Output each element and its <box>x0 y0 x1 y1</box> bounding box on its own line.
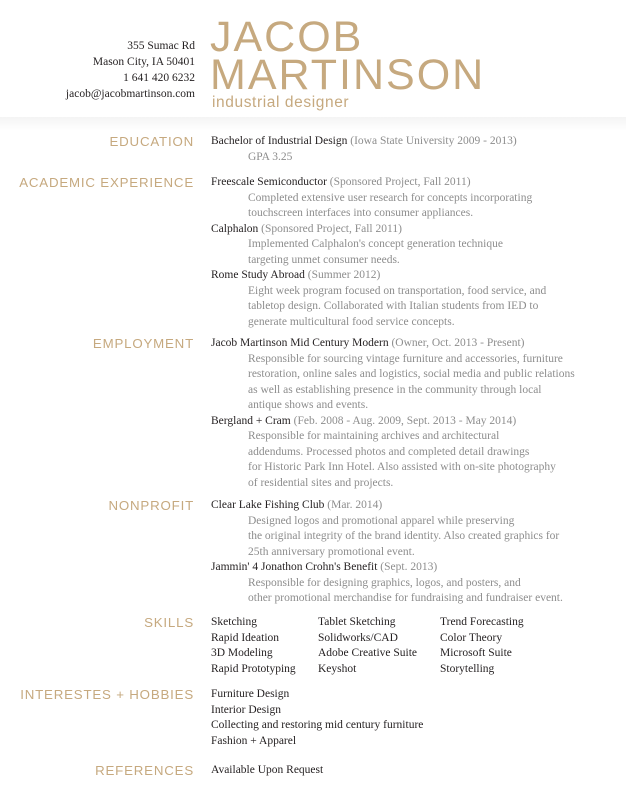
section-body <box>211 498 621 607</box>
entry-org: Jacob Martinson Mid Century Modern <box>211 337 389 349</box>
entry-desc: Implemented Calphalon's concept generation technique <box>248 238 503 250</box>
section-body <box>211 134 621 165</box>
list-item <box>211 222 621 269</box>
skill-item: Keyshot <box>318 662 357 675</box>
section-body <box>211 687 621 749</box>
resume-name <box>210 13 486 99</box>
first-name: JACOB <box>210 13 364 61</box>
entry-detail: (Summer 2012) <box>307 269 381 281</box>
section-heading: REFERENCES <box>95 763 194 778</box>
entry-desc: addendums. Processed photos and completed detail drawings <box>248 445 530 458</box>
contact-city: Mason City, IA 50401 <box>92 56 195 68</box>
list-item <box>211 498 621 560</box>
entry-desc: 25th anniversary promotional event. <box>248 545 415 558</box>
skill-item: Storytelling <box>440 662 495 675</box>
list-item <box>211 336 621 414</box>
skill-item: Trend Forecasting <box>440 616 524 628</box>
entry-detail: (Sponsored Project, Fall 2011) <box>261 222 402 235</box>
section-heading: INTERESTES + HOBBIES <box>20 687 194 702</box>
section-heading: EDUCATION <box>109 134 194 149</box>
entry-desc: Designed logos and promotional apparel while preserving <box>248 514 515 527</box>
entry-desc: generate multicultural food service concepts. <box>248 315 455 328</box>
entry-detail: (Feb. 2008 - Aug. 2009, Sept. 2013 - May 2014) <box>293 414 517 427</box>
entry-org: Rome Study Abroad <box>211 269 305 281</box>
entry-org: Bergland + Cram <box>211 414 291 427</box>
entry-desc: tabletop design. Collaborated with Italian students from IED to <box>248 300 539 312</box>
entry-desc: Completed extensive user research for concepts incorporating <box>248 191 533 204</box>
list-item <box>211 175 621 222</box>
list-item <box>211 560 621 607</box>
entry-org: Calphalon <box>211 222 259 235</box>
entry-detail: (Mar. 2014) <box>327 499 383 511</box>
entry-desc: for Historic Park Inn Hotel. Also assisted with on-site photography <box>248 461 556 473</box>
section-heading: EMPLOYMENT <box>92 336 194 351</box>
section-heading: ACADEMIC EXPERIENCE <box>19 175 194 190</box>
entry-detail: (Sponsored Project, Fall 2011) <box>329 176 471 188</box>
job-title: industrial designer <box>212 94 350 111</box>
section-body <box>211 763 621 779</box>
section-body <box>211 175 621 330</box>
entry-org: Freescale Semiconductor <box>211 176 327 188</box>
entry-org: Jammin' 4 Jonathon Crohn's Benefit <box>211 561 378 573</box>
contact-address: 355 Sumac Rd <box>127 40 195 52</box>
gpa: GPA 3.25 <box>248 150 293 163</box>
degree-detail: (Iowa State University 2009 - 2013) <box>350 135 517 147</box>
list-item <box>211 414 621 492</box>
skill-item: Solidworks/CAD <box>318 631 398 644</box>
contact-phone: 1 641 420 6232 <box>123 72 195 84</box>
entry-desc: of residential sites and projects. <box>248 476 394 489</box>
entry-desc: other promotional merchandise for fundraising and fundraiser event. <box>248 592 563 604</box>
skill-item: Microsoft Suite <box>440 647 512 659</box>
last-name: MARTINSON <box>210 51 486 99</box>
skill-item: Adobe Creative Suite <box>318 647 418 659</box>
entry-org: Clear Lake Fishing Club <box>211 499 325 511</box>
skill-item: 3D Modeling <box>211 647 273 659</box>
list-item: Collecting and restoring mid century furniture <box>211 719 424 731</box>
entry-desc: targeting unmet consumer needs. <box>248 253 400 266</box>
entry-desc: Responsible for maintaining archives and architectural <box>248 430 500 442</box>
contact-block <box>20 38 195 102</box>
entry-desc: Responsible for designing graphics, logos, and posters, and <box>248 576 521 589</box>
entry-detail: (Owner, Oct. 2013 - Present) <box>391 337 525 349</box>
skills-grid <box>211 615 621 677</box>
skill-item: Color Theory <box>440 631 503 644</box>
entry-desc: Eight week program focused on transportation, food service, and <box>248 284 547 297</box>
section-heading: SKILLS <box>144 615 194 630</box>
list-item: Fashion + Apparel <box>211 734 297 747</box>
entry-desc: antique shows and events. <box>248 399 369 411</box>
entry-desc: touchscreen interfaces into consumer appliances. <box>248 207 474 219</box>
skill-item: Sketching <box>211 616 257 628</box>
list-item: Interior Design <box>211 703 281 716</box>
section-heading: NONPROFIT <box>108 498 194 513</box>
skill-item: Rapid Prototyping <box>211 662 296 675</box>
list-item: Furniture Design <box>211 688 290 700</box>
list-item <box>211 268 621 330</box>
entry-desc: restoration, online sales and logistics, social media and public relations <box>248 368 575 380</box>
entry-detail: (Sept. 2013) <box>380 561 438 573</box>
entry-desc: Responsible for sourcing vintage furniture and accessories, furniture <box>248 352 563 365</box>
entry-desc: the original integrity of the brand identity. Also created graphics for <box>248 530 560 542</box>
degree: Bachelor of Industrial Design <box>211 135 348 147</box>
references-text: Available Upon Request <box>211 764 324 776</box>
contact-email[interactable]: jacob@jacobmartinson.com <box>65 88 195 100</box>
header-divider <box>0 117 626 131</box>
skill-item: Tablet Sketching <box>318 616 396 628</box>
skill-item: Rapid Ideation <box>211 631 280 644</box>
entry-desc: as well as establishing presence in the community through local <box>248 383 542 396</box>
section-body <box>211 336 621 491</box>
